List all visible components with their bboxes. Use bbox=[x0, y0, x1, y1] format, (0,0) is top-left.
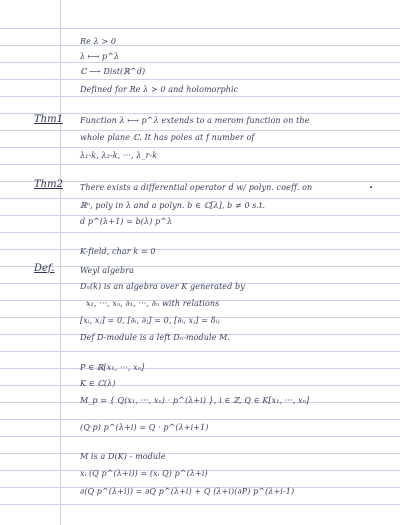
ruled-line bbox=[0, 385, 400, 386]
def-line-1: Dₙ(k) is an algebra over K generated by bbox=[80, 282, 245, 291]
note-shift: (Q·p) p^(λ+i) = Q · p^(λ+i+1) bbox=[80, 423, 209, 432]
intro-re-lambda: Re λ > 0 bbox=[80, 37, 117, 46]
note-x-action: xᵢ (Q p^(λ+i)) = (xᵢ Q) p^(λ+i) bbox=[80, 469, 208, 478]
ruled-line bbox=[0, 28, 400, 29]
ruled-line bbox=[0, 504, 400, 505]
ruled-line bbox=[0, 351, 400, 352]
note-dk-module: M is a D(K) - module bbox=[80, 452, 166, 461]
intro-map-lambda: λ ⟼ p^λ bbox=[80, 52, 120, 61]
ruled-line bbox=[0, 215, 400, 216]
note-k-field: K ∈ ℂ(λ) bbox=[80, 379, 116, 388]
stray-dot-mark bbox=[370, 186, 372, 188]
ruled-line bbox=[0, 453, 400, 454]
ruled-line bbox=[0, 249, 400, 250]
thm2-line-2: ℝⁿ, poly in λ and a polyn. b ∈ ℂ[λ], b ≠ 0 s.t. bbox=[80, 201, 266, 210]
def-label: Def. bbox=[34, 263, 55, 274]
thm1-label: Thm1 bbox=[34, 114, 63, 125]
ruled-line bbox=[0, 266, 400, 267]
def-line-3: [xᵢ, xⱼ] = 0, [∂ᵢ, ∂ⱼ] = 0, [∂ᵢ, xⱼ] = δᵢⱼ bbox=[80, 316, 220, 325]
ruled-line bbox=[0, 198, 400, 199]
ruled-line bbox=[0, 130, 400, 131]
def-line-4: Def D-module is a left Dₙ-module M. bbox=[80, 333, 231, 342]
intro-defined: Defined for Re λ > 0 and holomorphic bbox=[80, 85, 239, 94]
k-field-note: K-field, char k = 0 bbox=[80, 247, 156, 256]
thm1-line-3: λ₁-k, λ₂-k, ···, λ_r-k bbox=[80, 151, 158, 160]
thm1-line-1: Function λ ⟼ p^λ extends to a merom function on the bbox=[80, 116, 310, 125]
thm2-label: Thm2 bbox=[34, 179, 63, 190]
def-line-2: x₁, ···, xₙ, ∂₁, ···, ∂ₙ with relations bbox=[86, 299, 220, 308]
thm1-line-2: whole plane ℂ. It has poles at f number of bbox=[80, 133, 255, 142]
note-module-mp: M_p = { Q(x₁, ···, xₙ) · p^(λ+i) }, i ∈ ℤ, Q ∈ K[x₁, ···, xₙ] bbox=[80, 396, 310, 405]
ruled-line bbox=[0, 232, 400, 233]
note-d-action: ∂(Q p^(λ+i)) = ∂Q p^(λ+i) + Q (λ+i)(∂P) p^(λ+i-1) bbox=[80, 487, 295, 496]
thm2-line-1: There exists a differential operator d w/ polyn. coeff. on bbox=[80, 183, 313, 192]
ruled-line bbox=[0, 62, 400, 63]
ruled-line bbox=[0, 79, 400, 80]
ruled-line bbox=[0, 45, 400, 46]
ruled-line bbox=[0, 436, 400, 437]
def-title: Weyl algebra bbox=[80, 266, 135, 275]
ruled-line bbox=[0, 419, 400, 420]
ruled-line bbox=[0, 164, 400, 165]
thm2-line-3: d p^(λ+1) = b(λ) p^λ bbox=[80, 217, 173, 226]
ruled-line bbox=[0, 96, 400, 97]
intro-map-dist: ℂ ⟶ Dist(ℝ^d) bbox=[80, 67, 146, 76]
ruled-line bbox=[0, 147, 400, 148]
ruled-line bbox=[0, 368, 400, 369]
note-p-poly: P ∈ ℝ[x₁, ···, xₙ] bbox=[80, 363, 145, 372]
